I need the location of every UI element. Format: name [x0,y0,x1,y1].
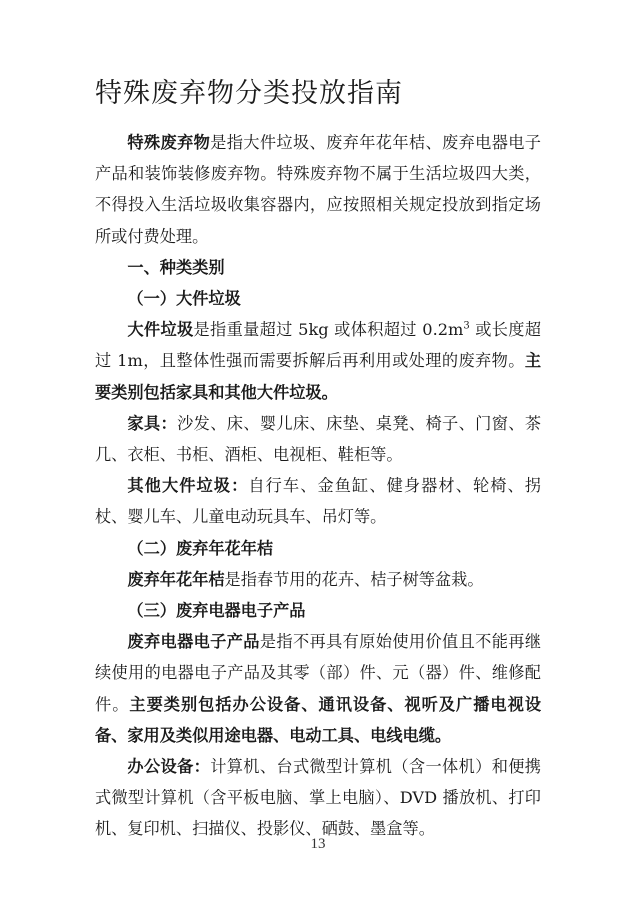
flowers-term: 废弃年花年桔 [127,569,225,589]
page-number: 13 [310,836,326,852]
intro-term: 特殊废弃物 [127,133,211,152]
other-large-waste-text: 自行车、金鱼缸、健身器材、轮椅、拐杖、婴儿车、儿童电动玩具车、吊灯等。 [95,476,542,527]
office-equipment-paragraph [95,751,541,845]
large-waste-categories: 主要类别包括家具和其他大件垃圾。 [95,351,541,402]
intro-paragraph [95,127,541,252]
furniture-paragraph [95,408,541,470]
subsection-heading-electronics: （三）废弃电器电子产品 [127,601,306,621]
document-body [95,127,541,845]
large-waste-text-2: 或长度超过 1m，且整体性强而需要拆解后再利用或处理的废弃物。 [95,320,542,371]
office-equipment-term: 办公设备： [127,757,211,777]
subsection-heading-flowers: （二）废弃年花年桔 [127,538,274,558]
electronics-term: 废弃电器电子产品 [127,632,260,652]
furniture-text: 沙发、床、婴儿床、床垫、桌凳、椅子、门窗、茶几、衣柜、书柜、酒柜、电视柜、鞋柜等。 [95,413,542,465]
other-large-waste-term: 其他大件垃圾： [127,476,249,496]
subsection-heading-large-waste: （一）大件垃圾 [127,289,241,309]
furniture-term: 家具： [127,413,178,433]
electronics-categories: 主要类别包括办公设备、通讯设备、视听及广播电视设备、家用及类似用途电器、电动工具、电线电缆。 [95,694,542,745]
large-waste-term: 大件垃圾 [127,320,194,340]
intro-text: 是指大件垃圾、废弃年花年桔、废弃电器电子产品和装饰装修废弃物。特殊废弃物不属于生活垃圾四大类，不得投入生活垃圾收集容器内，应按照相关规定投放到指定场所或付费处理。 [95,133,541,246]
large-waste-text-1: 是指重量超过 5kg 或体积超过 0.2m [193,320,464,340]
other-large-waste-paragraph [95,470,541,532]
electronics-definition [95,626,541,751]
flowers-text: 是指春节用的花卉、桔子树等盆栽。 [224,569,484,589]
section-heading: 一、种类类别 [127,257,225,277]
flowers-definition [95,564,541,595]
page-title: 特殊废弃物分类投放指南 [95,78,403,109]
office-equipment-text: 计算机、台式微型计算机（含一体机）和便携式微型计算机（含平板电脑、掌上电脑）、DVD 播放机、打印机、复印机、扫描仪、投影仪、硒鼓、墨盒等。 [95,757,541,839]
large-waste-definition [95,314,541,408]
electronics-text: 是指不再具有原始使用价值且不能再继续使用的电器电子产品及其零（部）件、元（器）件、维修配件。 [95,632,542,714]
superscript-3: 3 [463,320,470,332]
